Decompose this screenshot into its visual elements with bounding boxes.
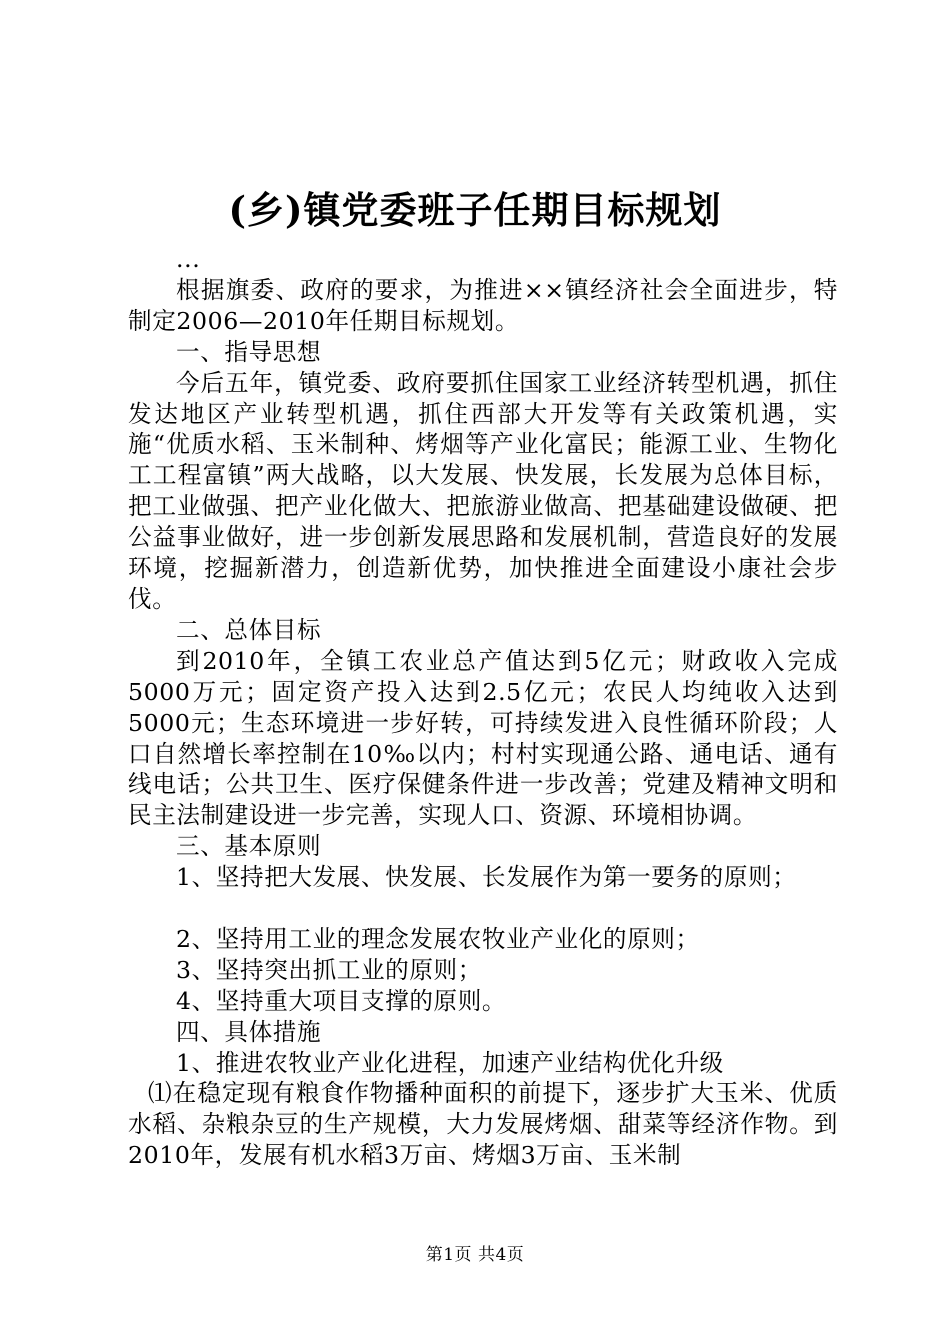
principle-item-1: 1、坚持把大发展、快发展、长发展作为第一要务的原则； — [176, 863, 797, 892]
principle-item-4: 4、坚持重大项目支撑的原则。 — [176, 986, 507, 1015]
overall-goal-paragraph: 到2010年，全镇工农业总产值达到5亿元；财政收入完成5000万元；固定资产投入达到2.5亿元；农民人均纯收入达到5000元；生态环境进一步好转，可持续发进入良性循环阶段；人口自然增长率控制在10‰以内；村村实现通公路、通电话、通有线电话；公共卫生、医疗保健条件进一步改善；党建及精神文明和民主法制建设进一步完善，实现人口、资源、环境相协调。 — [128, 646, 838, 830]
section-heading-overall-goal: 二、总体目标 — [176, 615, 322, 644]
section-heading-specific-measures: 四、具体措施 — [176, 1017, 322, 1046]
principle-item-2: 2、坚持用工业的理念发展农牧业产业化的原则； — [176, 924, 700, 953]
document-body — [128, 244, 838, 1171]
blank-line — [128, 893, 838, 924]
section-heading-guiding-thought: 一、指导思想 — [176, 337, 322, 366]
section-heading-basic-principles: 三、基本原则 — [176, 832, 322, 861]
measure-item-1: 1、推进农牧业产业化进程，加速产业结构优化升级 — [176, 1048, 724, 1077]
page-footer: 第1页 共4页 — [425, 1245, 525, 1265]
measure-subitem-1: ⑴在稳定现有粮食作物播种面积的前提下，逐步扩大玉米、优质水稻、杂粮杂豆的生产规模，大力发展烤烟、甜菜等经济作物。到2010年，发展有机水稻3万亩、烤烟3万亩、玉米制 — [128, 1079, 838, 1170]
document-title: (乡)镇党委班子任期目标规划 — [228, 188, 722, 232]
intro-paragraph: 根据旗委、政府的要求，为推进××镇经济社会全面进步，特制定2006—2010年任期目标规划。 — [128, 275, 838, 335]
guiding-thought-paragraph: 今后五年，镇党委、政府要抓住国家工业经济转型机遇，抓住发达地区产业转型机遇，抓住西部大开发等有关政策机遇，实施“优质水稻、玉米制种、烤烟等产业化富民；能源工业、生物化工工程富镇”两大战略，以大发展、快发展，长发展为总体目标，把工业做强、把产业化做大、把旅游业做高、把基础建设做硬、把公益事业做好，进一步创新发展思路和发展机制，营造良好的发展环境，挖掘新潜力，创造新优势，加快推进全面建设小康社会步伐。 — [128, 368, 838, 613]
principle-item-3: 3、坚持突出抓工业的原则； — [176, 955, 482, 984]
ellipsis-line: ... — [176, 245, 201, 273]
